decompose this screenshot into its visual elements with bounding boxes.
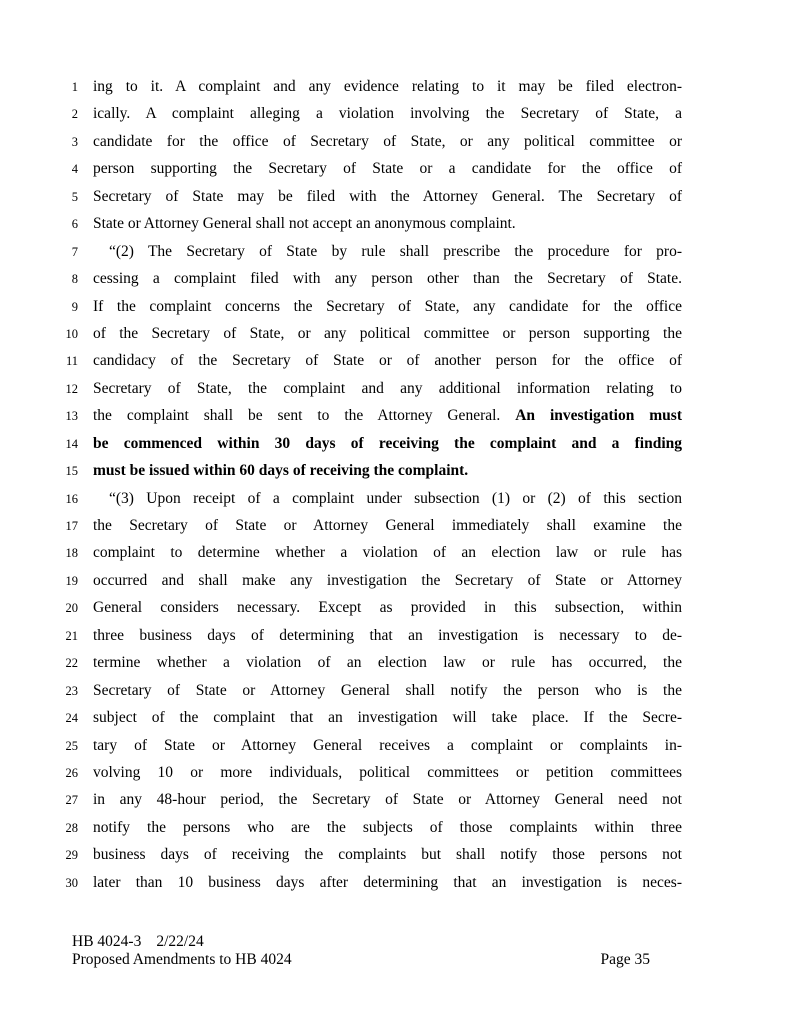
text-segment: tary of State or Attorney General receives a complaint or complaints in- [93,736,682,754]
text-segment: later than 10 business days after determining that an investigation is neces- [93,873,682,891]
line-number: 23 [65,683,78,698]
page-number: Page 35 [600,951,650,968]
bold-text-segment: An investigation must [515,407,682,425]
line-text [93,100,682,127]
line-text [93,457,682,484]
text-segment: business days of receiving the complaints but shall notify those persons not [93,846,682,864]
line-number: 21 [65,628,78,643]
text-line [0,649,682,676]
amendment-date: 2/22/24 [156,933,204,950]
text-line [0,869,682,896]
text-segment: occurred and shall make any investigation the Secretary of State or Attorney [93,571,682,589]
line-text [93,594,682,621]
line-text [93,786,682,813]
line-number: 10 [65,326,78,341]
bill-version-label: HB 4024-3 [72,933,142,950]
line-text [93,265,682,292]
line-text [93,210,682,237]
text-line [0,238,682,265]
text-line [0,567,682,594]
line-text [93,128,682,155]
text-line [0,430,682,457]
text-segment: person supporting the Secretary of State or a candidate for the office of [93,160,682,178]
line-text [93,512,682,539]
text-segment: Secretary of State, the complaint and any additional information relating to [93,379,682,397]
text-line [0,814,682,841]
line-number: 7 [71,244,78,259]
text-line [0,512,682,539]
line-text [93,485,682,512]
text-line [0,375,682,402]
text-line [0,786,682,813]
line-number: 20 [65,601,78,616]
text-segment: cessing a complaint filed with any person other than the Secretary of State. [93,270,682,288]
text-segment: Secretary of State or Attorney General shall notify the person who is the [93,681,682,699]
text-segment: the complaint shall be sent to the Attorney General. [93,407,516,425]
line-text [93,869,682,896]
line-number: 26 [65,765,78,780]
document-body [0,73,682,896]
footer-line-2 [72,951,650,969]
text-line [0,677,682,704]
line-text [93,347,682,374]
text-segment: candidacy of the Secretary of State or of another person for the office of [93,352,682,370]
text-line [0,100,682,127]
page-footer [72,933,650,969]
line-text [93,759,682,786]
text-line [0,622,682,649]
line-text [93,183,682,210]
line-text [93,238,682,265]
text-line [0,293,682,320]
text-line [0,704,682,731]
text-segment: ically. A complaint alleging a violation involving the Secretary of State, a [93,105,682,123]
text-line [0,210,682,237]
text-segment: “(3) Upon receipt of a complaint under subsection (1) or (2) of this section [109,489,682,507]
line-number: 11 [65,354,78,369]
line-text [93,732,682,759]
paragraph-indent [93,255,109,256]
line-text [93,320,682,347]
text-line [0,485,682,512]
line-text [93,567,682,594]
bold-text-segment: be commenced within 30 days of receiving the complaint and a finding [93,434,682,452]
line-number: 14 [65,436,78,451]
line-text [93,539,682,566]
text-line [0,732,682,759]
text-segment: candidate for the office of Secretary of State, or any political committee or [93,132,682,150]
text-segment: General considers necessary. Except as provided in this subsection, within [93,599,682,617]
text-line [0,594,682,621]
text-segment: “(2) The Secretary of State by rule shall prescribe the procedure for pro- [109,242,682,260]
text-line [0,265,682,292]
line-text [93,375,682,402]
paragraph-indent [93,502,109,503]
line-text [93,622,682,649]
text-line [0,539,682,566]
text-line [0,128,682,155]
text-segment: complaint to determine whether a violation of an election law or rule has [93,544,682,562]
bold-text-segment: must be issued within 60 days of receiving the complaint. [93,462,469,480]
text-segment: three business days of determining that an investigation is necessary to de- [93,626,682,644]
text-segment: If the complaint concerns the Secretary of State, any candidate for the office [93,297,682,315]
text-line [0,457,682,484]
line-text [93,841,682,868]
line-text [93,402,682,429]
text-segment: of the Secretary of State, or any political committee or person supporting the [93,324,682,342]
text-segment: the Secretary of State or Attorney General immediately shall examine the [93,517,682,534]
footer-line-1 [72,933,650,951]
text-segment: ing to it. A complaint and any evidence relating to it may be filed electron- [93,78,682,95]
line-number: 12 [65,381,78,396]
line-number: 17 [65,519,78,533]
text-segment: subject of the complaint that an investigation will take place. If the Secre- [93,709,682,727]
text-line [0,759,682,786]
line-text [93,293,682,320]
line-number: 27 [65,793,78,808]
line-number: 24 [65,711,78,726]
line-text [93,814,682,841]
line-number: 16 [65,491,78,506]
text-line [0,347,682,374]
line-number: 1 [71,80,78,94]
line-number: 3 [71,134,78,149]
line-number: 22 [65,656,78,671]
text-line [0,841,682,868]
line-number: 8 [71,272,78,287]
text-line [0,183,682,210]
text-segment: notify the persons who are the subjects of those complaints within three [93,818,682,836]
text-segment: in any 48-hour period, the Secretary of State or Attorney General need not [93,791,682,809]
text-segment: State or Attorney General shall not accept an anonymous complaint. [93,215,516,233]
text-segment: Secretary of State may be filed with the Attorney General. The Secretary of [93,187,682,205]
line-number: 5 [71,189,78,204]
line-number: 9 [71,299,78,314]
line-text [93,649,682,676]
text-line [0,73,682,100]
line-number: 6 [71,217,78,232]
line-number: 4 [71,162,78,177]
text-segment: termine whether a violation of an election law or rule has occurred, the [93,654,682,672]
line-number: 28 [65,820,78,835]
line-text [93,73,682,100]
line-number: 25 [65,738,78,753]
line-number: 13 [65,409,78,424]
text-line [0,155,682,182]
line-number: 29 [65,848,78,863]
line-number: 30 [65,875,78,890]
line-number: 18 [65,546,78,561]
text-segment: volving 10 or more individuals, political committees or petition committees [93,763,682,781]
line-text [93,677,682,704]
text-line [0,320,682,347]
line-number: 15 [65,464,78,479]
line-text [93,430,682,457]
line-number: 2 [71,107,78,122]
line-text [93,704,682,731]
line-number: 19 [65,573,78,588]
text-line [0,402,682,429]
document-title: Proposed Amendments to HB 4024 [72,951,292,968]
line-text [93,155,682,182]
